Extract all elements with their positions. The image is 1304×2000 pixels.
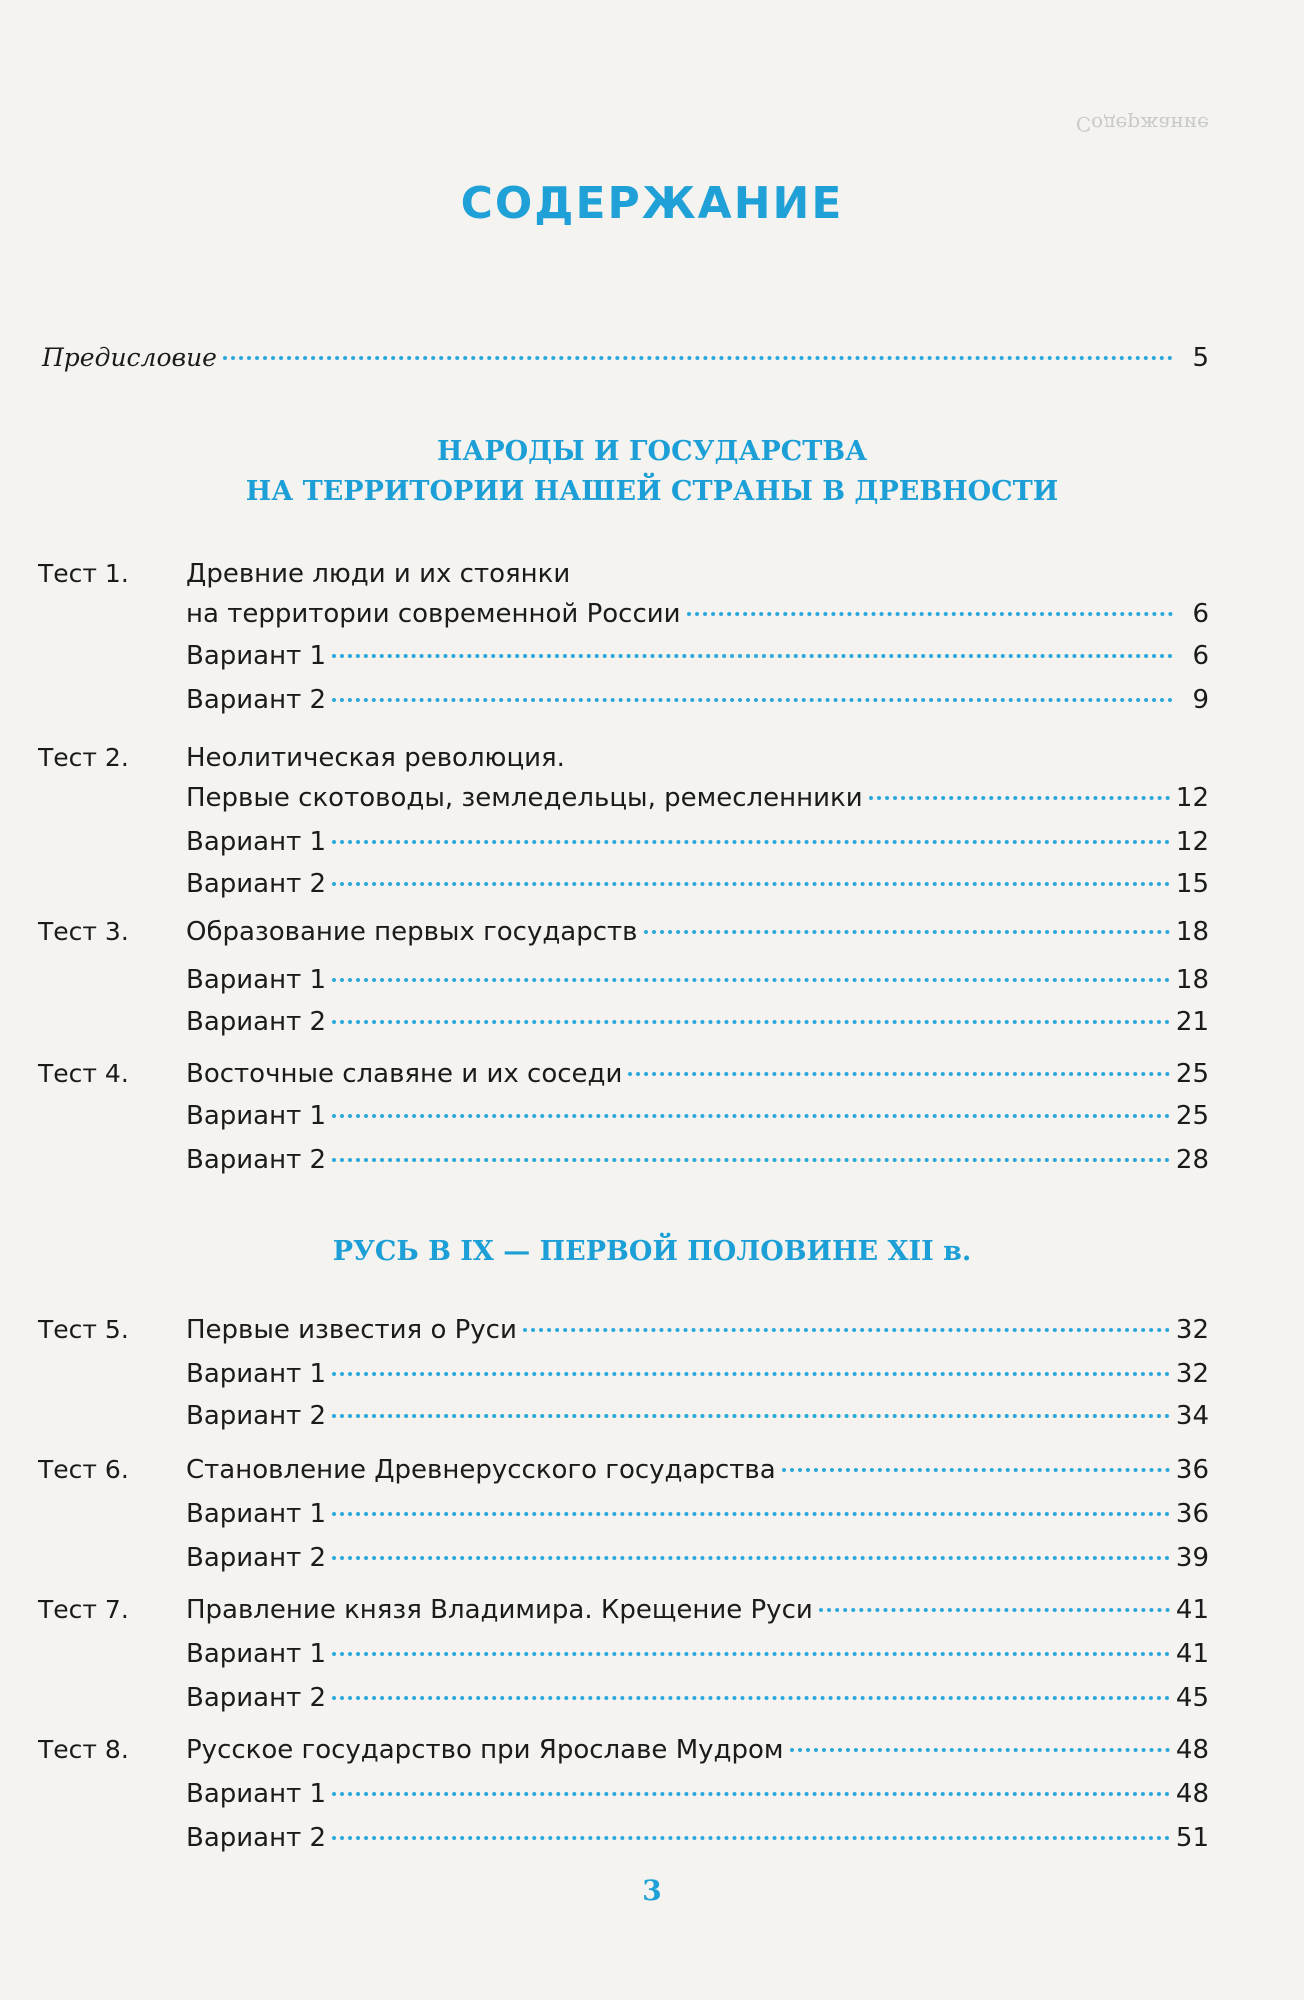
section-heading: РУСЬ В IX — ПЕРВОЙ ПОЛОВИНЕ XII в. [332,1236,972,1267]
page-ref: 25 [1175,1101,1209,1131]
entry-label: Первые известия о Руси [186,1315,517,1345]
entry-text [186,960,1209,1000]
toc-entry-variant[interactable] [0,1678,1304,1718]
toc-entry-variant[interactable] [0,1634,1304,1674]
entry-text [186,912,1209,952]
test-number: Тест 1. [38,559,129,588]
dot-leader [523,1328,1170,1332]
test-number: Тест 6. [38,1455,129,1484]
entry-text [186,822,1209,862]
page-ref: 18 [1175,917,1209,947]
page-ref: 5 [1192,343,1209,373]
dot-leader [332,698,1173,702]
section-heading: НАРОДЫ И ГОСУДАРСТВА [436,436,868,467]
toc-entry-test[interactable] [0,778,1304,818]
toc-entry-test[interactable] [0,1450,1304,1490]
toc-entry-test[interactable] [0,1590,1304,1630]
entry-label: Вариант 2 [186,869,327,899]
dot-leader [332,1512,1170,1516]
test-number: Тест 8. [38,1735,129,1764]
toc-entry-variant[interactable] [0,822,1304,862]
entry-label: Первые скотоводы, земледельцы, ремесленники [186,783,863,813]
toc-entry-variant[interactable] [0,1140,1304,1180]
entry-text [186,1450,1209,1490]
entry-label: Вариант 1 [186,965,327,995]
toc-entry-test[interactable] [0,594,1304,634]
dot-leader [332,1158,1170,1162]
page-ref: 9 [1192,685,1209,715]
entry-text [186,738,1209,778]
dot-leader [332,1414,1170,1418]
page-ref: 6 [1192,641,1209,671]
entry-text [186,1096,1209,1136]
entry-label: Становление Древнерусского государства [186,1455,776,1485]
dot-leader [332,1792,1170,1796]
dot-leader [332,1652,1170,1656]
page-ref: 32 [1175,1315,1209,1345]
page-number: 3 [642,1874,662,1907]
page-title: СОДЕРЖАНИЕ [460,178,844,229]
page-ref: 15 [1175,869,1209,899]
entry-label: Образование первых государств [186,917,638,947]
entry-text [186,594,1209,634]
toc-entry-test[interactable] [0,1730,1304,1770]
toc-entry-variant[interactable] [0,1396,1304,1436]
toc-entry-test-title [0,738,1304,778]
toc-entry-variant[interactable] [0,1774,1304,1814]
dot-leader [628,1072,1170,1076]
bleed-through-header: Содержание [1075,112,1209,136]
test-number: Тест 2. [38,743,129,772]
page-ref: 45 [1175,1683,1209,1713]
entry-label: Вариант 1 [186,1101,327,1131]
entry-text [186,680,1209,720]
toc-entry-variant[interactable] [0,1818,1304,1858]
page-ref: 36 [1175,1499,1209,1529]
entry-label: на территории современной России [186,599,681,629]
entry-text [186,1140,1209,1180]
page-ref: 32 [1175,1359,1209,1389]
entry-label: Вариант 2 [186,1007,327,1037]
toc-entry-test[interactable] [0,1054,1304,1094]
test-number: Тест 7. [38,1595,129,1624]
test-number: Тест 5. [38,1315,129,1344]
entry-label: Вариант 1 [186,1639,327,1669]
page-ref: 25 [1175,1059,1209,1089]
dot-leader [869,796,1170,800]
entry-text [186,1818,1209,1858]
entry-text [186,1634,1209,1674]
entry-label: Вариант 1 [186,1359,327,1389]
page-ref: 48 [1175,1779,1209,1809]
page-ref: 41 [1175,1595,1209,1625]
toc-entry-variant[interactable] [0,1538,1304,1578]
page-ref: 12 [1175,827,1209,857]
entry-text [186,1590,1209,1630]
entry-label: Вариант 1 [186,827,327,857]
entry-label: Вариант 1 [186,641,327,671]
toc-entry-variant[interactable] [0,1002,1304,1042]
entry-label: Русское государство при Ярославе Мудром [186,1735,784,1765]
entry-text [186,864,1209,904]
page-ref: 6 [1192,599,1209,629]
page-ref: 48 [1175,1735,1209,1765]
toc-entry-test[interactable] [0,912,1304,952]
entry-label: Вариант 2 [186,1401,327,1431]
dot-leader [819,1608,1170,1612]
entry-label: Вариант 2 [186,1145,327,1175]
entry-text [186,1054,1209,1094]
page-ref: 12 [1175,783,1209,813]
dot-leader [644,930,1170,934]
entry-label: Вариант 1 [186,1499,327,1529]
entry-text [186,1494,1209,1534]
test-number: Тест 3. [38,917,129,946]
toc-entry-test-title [0,554,1304,594]
dot-leader [332,1696,1170,1700]
entry-label: Древние люди и их стоянки [186,559,571,589]
entry-label: Правление князя Владимира. Крещение Руси [186,1595,813,1625]
entry-label: Вариант 2 [186,1683,327,1713]
dot-leader [332,1556,1170,1560]
section-heading: НА ТЕРРИТОРИИ НАШЕЙ СТРАНЫ В ДРЕВНОСТИ [245,476,1059,507]
toc-entry-variant[interactable] [0,680,1304,720]
dot-leader [332,840,1170,844]
dot-leader [332,1836,1170,1840]
dot-leader [332,1020,1170,1024]
dot-leader [687,612,1173,616]
entry-label: Вариант 2 [186,1823,327,1853]
dot-leader [332,978,1170,982]
entry-text [186,1678,1209,1718]
page-ref: 21 [1175,1007,1209,1037]
toc-entry-variant[interactable] [0,1354,1304,1394]
entry-text [186,1354,1209,1394]
page-ref: 18 [1175,965,1209,995]
toc-entry-test[interactable] [0,1310,1304,1350]
entry-label: Вариант 1 [186,1779,327,1809]
dot-leader [790,1748,1170,1752]
toc-entry-variant[interactable] [0,864,1304,904]
entry-text [186,1396,1209,1436]
entry-text [186,778,1209,818]
entry-text [186,1002,1209,1042]
entry-text [186,1310,1209,1350]
entry-text [186,1774,1209,1814]
test-number: Тест 4. [38,1059,129,1088]
page-ref: 28 [1175,1145,1209,1175]
toc-entry-variant[interactable] [0,1096,1304,1136]
dot-leader [332,654,1173,658]
entry-label: Восточные славяне и их соседи [186,1059,623,1089]
toc-entry-variant[interactable] [0,636,1304,676]
dot-leader [332,1372,1170,1376]
preface-label: Предисловие [42,343,217,372]
dot-leader [782,1468,1170,1472]
entry-text [186,1538,1209,1578]
toc-entry-variant[interactable] [0,1494,1304,1534]
entry-label: Неолитическая революция. [186,743,565,773]
page-ref: 34 [1175,1401,1209,1431]
page-ref: 51 [1175,1823,1209,1853]
entry-text [186,636,1209,676]
entry-text [186,554,1209,594]
entry-label: Вариант 2 [186,685,327,715]
dot-leader [332,882,1170,886]
page-ref: 41 [1175,1639,1209,1669]
entry-text [186,1730,1209,1770]
dot-leader [332,1114,1170,1118]
page-ref: 39 [1175,1543,1209,1573]
toc-entry-variant[interactable] [0,960,1304,1000]
page-ref: 36 [1175,1455,1209,1485]
entry-label: Вариант 2 [186,1543,327,1573]
